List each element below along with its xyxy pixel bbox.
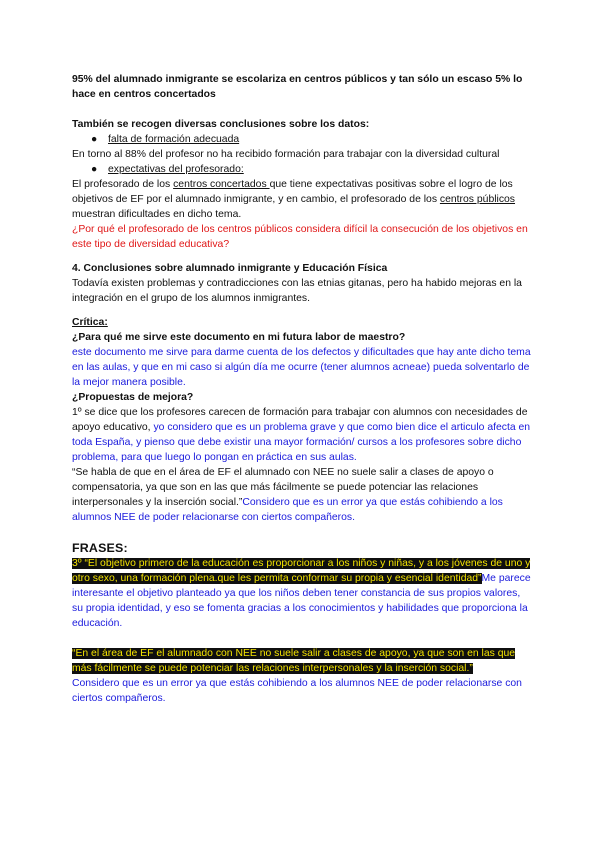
critica-answer-1: este documento me sirve para darme cuenta de los defectos y dificultades que hay ante dicho tema en las aulas, y que en mi caso si algún día me ocurre (tener alumnos acneae) pueda solventarlo de la mejor manera posible. (72, 347, 531, 388)
propuesta-1-text: 1º se dice que los profesores carecen de formación para trabajar con alumnos con necesidades de apoyo educativo, (72, 407, 528, 433)
conclusions-intro: También se recogen diversas conclusiones sobre los datos: (72, 119, 370, 130)
bullet-formacion-text: En torno al 88% del profesor no ha recibido formación para trabajar con la diversidad cultural (72, 149, 500, 160)
bullet-expectativas-title: expectativas del profesorado: (108, 164, 244, 175)
frase-2 (72, 646, 532, 676)
critica-question-1: ¿Para qué me sirve este documento en mi futura labor de maestro? (72, 332, 406, 343)
section-4-title: 4. Conclusiones sobre alumnado inmigrante y Educación Física (72, 263, 388, 274)
bullet-formacion (72, 132, 532, 147)
propuesta-1 (72, 405, 532, 465)
underlined-publicos: centros públicos (439, 194, 516, 205)
propuesta-1-comment: yo considero que es un problema grave y que como bien dice el articulo afecta en toda España, y pienso que debe existir una mayor formación/ cursos a los profesores sobre dicho problema, para que luego lo pongan en práctica en sus aulas. (72, 422, 531, 463)
text-fragment: que tiene expectativas positivas sobre el logro de los objetivos de EF por el alumnado inmigrante, y en cambio, el profesorado de los (72, 179, 513, 205)
underlined-concertados: centros concertados (173, 179, 270, 190)
propuesta-2-quote: “Se habla de que en el área de EF el alumnado con NEE no suele salir a clases de apoyo o compensatoria, ya que son en las que más fácilmente se puede potenciar las relaciones interpersonales y la inserción social.” (72, 467, 494, 508)
frases-title: FRASES: (72, 541, 128, 555)
section-4-text: Todavía existen problemas y contradicciones con las etnias gitanas, pero ha habido mejoras en la integración en el grupo de los alumnos inmigrantes. (72, 278, 522, 304)
frase-2-comment: Considero que es un error ya que estás cohibiendo a los alumnos NEE de poder relacionarse con ciertos compañeros. (72, 678, 522, 704)
propuesta-2 (72, 465, 532, 525)
bullet-expectativas (72, 162, 532, 177)
bullet-expectativas-text (72, 177, 532, 222)
bullet-formacion-title: falta de formación adecuada (108, 134, 240, 145)
bullet-dot-icon: ● (91, 164, 98, 175)
critica-question-2: ¿Propuestas de mejora? (72, 392, 194, 403)
document-content (72, 72, 532, 706)
frase-2-highlight: “En el área de EF el alumnado con NEE no suele salir a clases de apoyo, ya que son en las que más fácilmente se puede potenciar las relaciones interpersonales y la inserción social.” (72, 648, 516, 674)
heading-stats: 95% del alumnado inmigrante se escolariza en centros públicos y tan sólo un escaso 5% lo hace en centros concertados (72, 74, 523, 100)
frase-1-highlight: 3º “El objetivo primero de la educación es proporcionar a los niños y niñas, y a los jóvenes de uno y otro sexo, una formación plena.que les permita conformar su propia y esencial identidad” (72, 558, 531, 584)
propuesta-2-comment: Considero que es un error ya que estás cohibiendo a los alumnos NEE de poder relacionarse con ciertos compañeros. (72, 497, 503, 523)
critica-title: Crítica: (72, 317, 108, 328)
text-fragment: El profesorado de los (72, 179, 174, 190)
question-red: ¿Por qué el profesorado de los centros públicos considera difícil la consecución de los objetivos en este tipo de diversidad educativa? (72, 224, 528, 250)
text-fragment: muestran dificultades en dicho tema. (72, 209, 242, 220)
frase-1-comment: Me parece interesante el objetivo planteado ya que los niños deben tener constancia de sus propios valores, su propia identidad, y eso se fomenta gracias a los conocimientos y habilidades que proporciona la educación. (72, 573, 531, 629)
frase-1 (72, 556, 532, 631)
bullet-dot-icon: ● (91, 134, 98, 145)
